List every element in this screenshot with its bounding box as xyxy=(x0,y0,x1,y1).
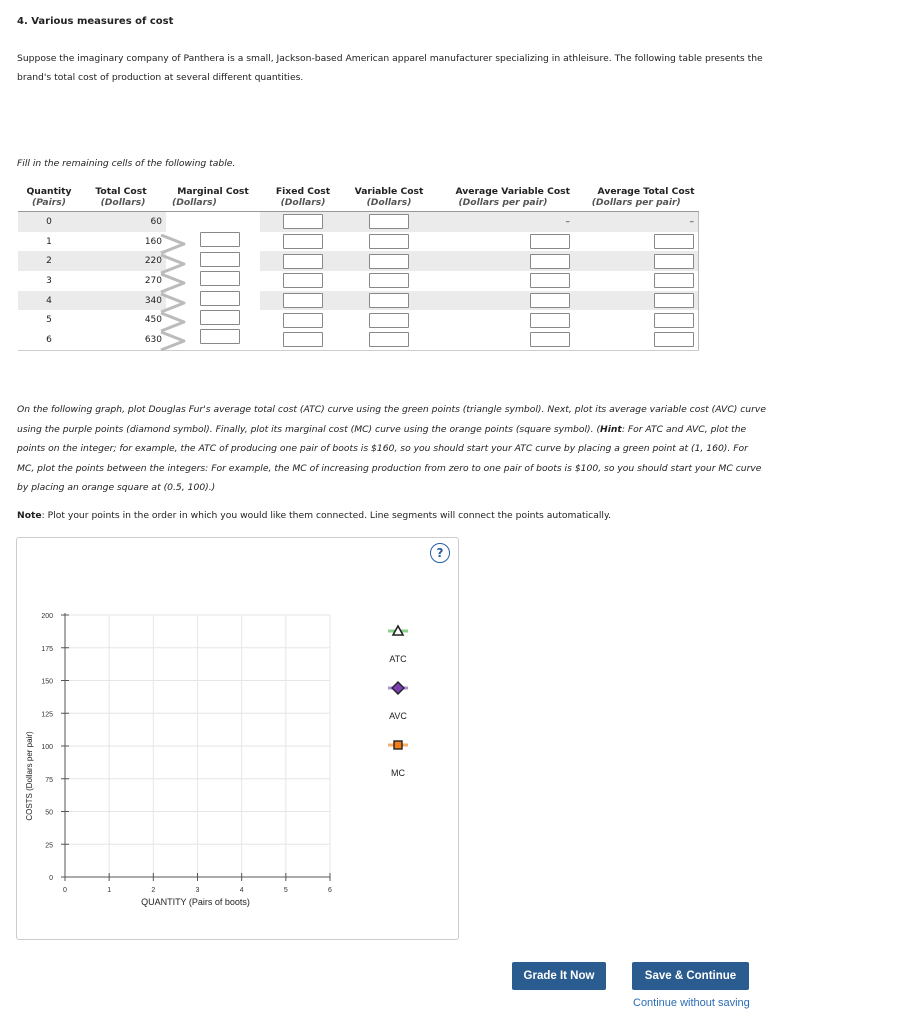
variable-cost-input[interactable] xyxy=(369,214,409,229)
fixed-cost-input[interactable] xyxy=(283,313,323,328)
x-tick-label: 6 xyxy=(328,887,332,894)
variable-cost-input[interactable] xyxy=(369,332,409,347)
marginal-cost-input[interactable] xyxy=(200,310,240,325)
x-tick-label: 1 xyxy=(107,887,112,894)
variable-cost-input[interactable] xyxy=(369,293,409,308)
continue-without-saving-link[interactable]: Continue without saving xyxy=(633,997,750,1009)
bracket-arrow-icon xyxy=(160,254,186,274)
variable-cost-input[interactable] xyxy=(369,254,409,269)
square-marker-icon[interactable] xyxy=(394,741,402,749)
atc-input[interactable] xyxy=(654,293,694,308)
quantity-cell: 2 xyxy=(18,251,80,271)
bracket-arrow-icon xyxy=(160,234,186,254)
unit-marginal-cost: (Dollars) xyxy=(166,197,260,212)
quantity-cell: 1 xyxy=(46,236,52,247)
graph-instructions-part2: : For ATC and AVC, plot the points on the integer; for example, the ATC of producing one pair of boots is $160, so you should start your ATC curve by placing a green point at (1, 160). For MC, plot the points between the integers: For example, the MC of increasing production from zero to one pair of boots is $100, so you should start your MC curve by placing an orange square at (0.5, 100).) xyxy=(17,423,762,493)
x-tick-label: 4 xyxy=(239,887,244,894)
unit-variable-cost: (Dollars) xyxy=(346,197,432,212)
graph-panel xyxy=(16,537,459,940)
total-cost-cell: 60 xyxy=(80,212,166,232)
table-row xyxy=(18,212,699,232)
avc-input[interactable] xyxy=(530,293,570,308)
unit-fixed-cost: (Dollars) xyxy=(260,197,346,212)
avc-dash: – xyxy=(565,216,570,227)
avc-input[interactable] xyxy=(530,313,570,328)
intro-text: Suppose the imaginary company of Panthera is a small, Jackson-based American apparel manufacturer specializing in athleisure. The following table presents the brand's total cost of production at several different quantities. xyxy=(17,53,763,83)
y-tick-label: 0 xyxy=(49,875,53,882)
table-row xyxy=(18,232,699,252)
diamond-marker-icon[interactable] xyxy=(392,682,404,694)
graph-instructions xyxy=(17,400,767,498)
quantity-cell: 5 xyxy=(46,315,52,326)
avc-input[interactable] xyxy=(530,332,570,347)
header-fixed-cost: Fixed Cost xyxy=(275,186,331,197)
quantity-cell: 3 xyxy=(46,275,52,286)
unit-atc: (Dollars per pair) xyxy=(574,197,699,212)
atc-input[interactable] xyxy=(654,273,694,288)
total-cost-cell: 630 xyxy=(80,330,166,350)
fixed-cost-input[interactable] xyxy=(283,234,323,249)
bracket-arrow-icon xyxy=(160,293,186,313)
fill-instruction: Fill in the remaining cells of the following table. xyxy=(17,158,236,169)
header-quantity: Quantity xyxy=(26,186,72,197)
atc-dash: – xyxy=(689,216,694,227)
unit-total-cost: (Dollars) xyxy=(80,197,166,212)
help-icon[interactable]: ? xyxy=(430,543,450,563)
y-tick-label: 100 xyxy=(41,744,53,751)
x-tick-label: 3 xyxy=(195,887,200,894)
total-cost-cell: 450 xyxy=(144,315,162,326)
variable-cost-input[interactable] xyxy=(369,313,409,328)
total-cost-cell: 340 xyxy=(80,291,166,311)
marginal-cost-input[interactable] xyxy=(200,329,240,344)
table-row xyxy=(18,310,699,330)
cost-chart[interactable] xyxy=(17,538,458,939)
y-tick-label: 75 xyxy=(45,776,53,784)
fixed-cost-input[interactable] xyxy=(283,214,323,229)
table-row xyxy=(18,271,699,291)
x-tick-label: 0 xyxy=(63,887,67,894)
avc-legend-label: AVC xyxy=(389,711,407,721)
x-axis-label: QUANTITY (Pairs of boots) xyxy=(141,897,250,907)
y-tick-label: 50 xyxy=(45,809,53,817)
fixed-cost-input[interactable] xyxy=(283,254,323,269)
y-tick-label: 175 xyxy=(41,645,53,653)
marginal-cost-input[interactable] xyxy=(200,252,240,267)
unit-quantity: (Pairs) xyxy=(18,197,80,212)
y-tick-label: 25 xyxy=(45,842,53,850)
total-cost-cell: 220 xyxy=(80,251,166,271)
fixed-cost-input[interactable] xyxy=(283,332,323,347)
avc-input[interactable] xyxy=(530,254,570,269)
unit-avc: (Dollars per pair) xyxy=(432,197,574,212)
avc-input[interactable] xyxy=(530,273,570,288)
fixed-cost-input[interactable] xyxy=(283,293,323,308)
header-avc: Average Variable Cost xyxy=(455,186,570,197)
atc-input[interactable] xyxy=(654,313,694,328)
header-marginal-cost: Marginal Cost xyxy=(177,186,249,197)
quantity-cell: 4 xyxy=(18,291,80,311)
atc-input[interactable] xyxy=(654,332,694,347)
section-title: 4. Various measures of cost xyxy=(17,16,174,27)
table-row xyxy=(18,251,699,271)
bracket-arrow-icon xyxy=(160,312,186,332)
y-tick-label: 200 xyxy=(41,613,53,620)
atc-input[interactable] xyxy=(654,254,694,269)
cost-table xyxy=(18,184,699,351)
avc-input[interactable] xyxy=(530,234,570,249)
table-row xyxy=(18,291,699,311)
x-tick-label: 5 xyxy=(283,887,288,894)
y-tick-label: 150 xyxy=(41,678,53,686)
atc-input[interactable] xyxy=(654,234,694,249)
note-body: : Plot your points in the order in which you would like them connected. Line segments will connect the points automatically. xyxy=(41,510,612,521)
bracket-arrow-icon xyxy=(160,331,186,351)
y-axis-label: COSTS (Dollars per pair) xyxy=(25,731,34,821)
note-text xyxy=(17,510,611,521)
mc-legend-label: MC xyxy=(391,768,405,778)
y-tick-label: 125 xyxy=(41,711,53,719)
bracket-arrow-icon xyxy=(160,273,186,293)
quantity-cell: 0 xyxy=(18,212,80,232)
marginal-cost-input[interactable] xyxy=(200,271,240,286)
atc-legend-label: ATC xyxy=(389,654,407,664)
save-continue-button[interactable]: Save & Continue xyxy=(632,962,749,990)
note-label: Note xyxy=(17,510,42,521)
hint-label: Hint xyxy=(600,423,622,435)
marginal-cost-input[interactable] xyxy=(200,232,240,247)
variable-cost-input[interactable] xyxy=(369,273,409,288)
header-variable-cost: Variable Cost xyxy=(354,186,424,197)
x-tick-label: 2 xyxy=(151,887,156,894)
header-atc: Average Total Cost xyxy=(597,186,695,197)
graph-instructions-part1: On the following graph, plot Douglas Fur's average total cost (ATC) curve using the green points (triangle symbol). Next, plot its average variable cost (AVC) curve using the purple points (diamond symbol). Finally, plot its marginal cost (MC) curve using the orange points (square symbol). ( xyxy=(17,404,766,435)
grade-it-now-button[interactable]: Grade It Now xyxy=(512,962,606,990)
marginal-cost-input[interactable] xyxy=(200,291,240,306)
table-row xyxy=(18,330,699,350)
total-cost-cell: 270 xyxy=(144,275,162,286)
total-cost-cell: 160 xyxy=(144,236,162,247)
fixed-cost-input[interactable] xyxy=(283,273,323,288)
variable-cost-input[interactable] xyxy=(369,234,409,249)
header-total-cost: Total Cost xyxy=(95,186,147,197)
quantity-cell: 6 xyxy=(18,330,80,350)
